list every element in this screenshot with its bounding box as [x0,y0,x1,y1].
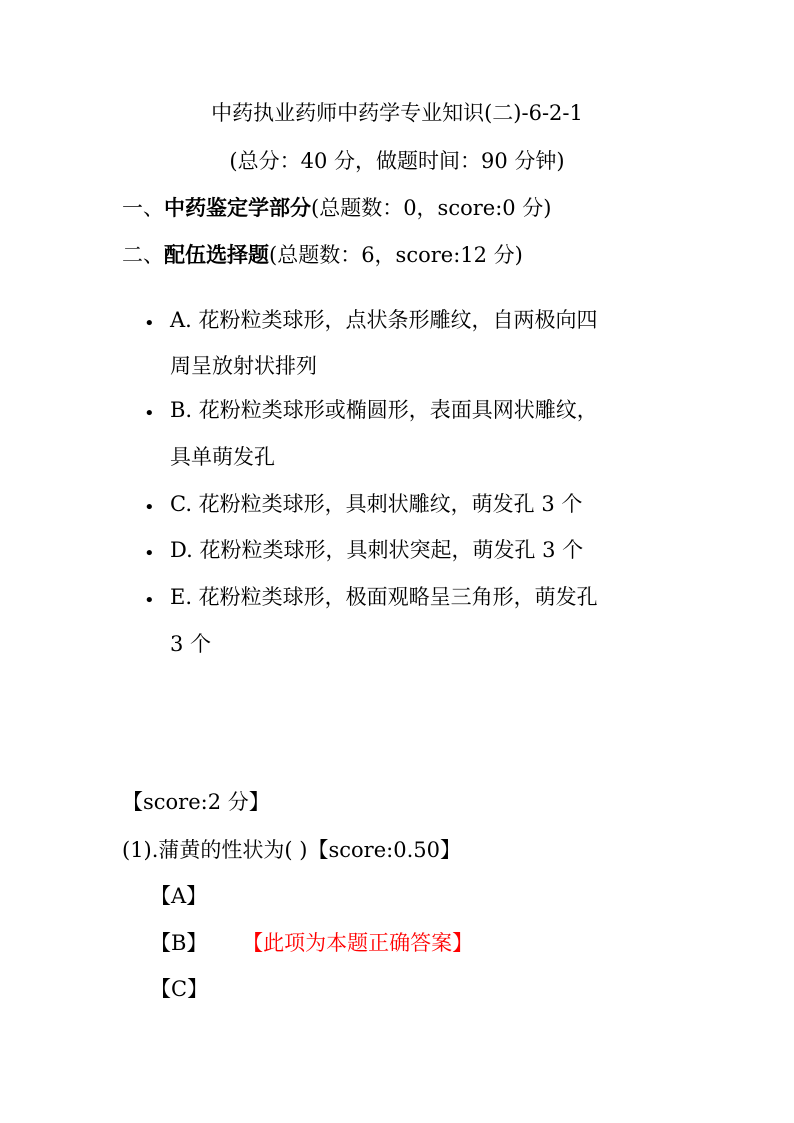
section-2-prefix: 二、 [122,243,164,267]
option-e-line1: E. 花粉粒类球形，极面观略呈三角形，萌发孔 [170,585,598,609]
section-2 [122,244,523,266]
answer-a: 【A】 [150,884,208,908]
section-1-name: 中药鉴定学部分 [164,195,311,220]
section-1 [122,197,552,219]
option-b-line1: B. 花粉粒类球形或椭圆形，表面具网状雕纹， [170,398,598,422]
option-a-line1: A. 花粉粒类球形，点状条形雕纹，自两极向四 [170,308,598,332]
section-2-meta: (总题数：6，score:12 分) [269,243,523,267]
question-text: (1).蒲黄的性状为( )【score:0.50】 [122,838,461,862]
option-d-line1: D. 花粉粒类球形，具刺状突起，萌发孔 3 个 [170,538,584,562]
answer-b-label: 【B】 [150,931,208,955]
option-b-line2: 具单萌发孔 [170,445,275,469]
section-1-prefix: 一、 [122,196,164,220]
section-2-name: 配伍选择题 [164,242,269,267]
doc-subtitle: (总分：40 分，做题时间：90 分钟) [229,149,565,173]
correct-answer-note: 【此项为本题正确答案】 [242,931,474,955]
bullet-icon: • [144,403,155,424]
option-e-line2: 3 个 [170,632,212,656]
bullet-icon: • [144,313,155,334]
bullet-icon: • [144,497,155,518]
section-1-meta: (总题数：0，score:0 分) [311,196,552,220]
option-c-line1: C. 花粉粒类球形，具刺状雕纹，萌发孔 3 个 [170,492,583,516]
doc-title: 中药执业药师中药学专业知识(二)-6-2-1 [211,101,583,125]
option-a-line2: 周呈放射状排列 [170,354,317,378]
answer-c: 【C】 [150,977,209,1001]
bullet-icon: • [144,590,155,611]
group-score: 【score:2 分】 [122,790,270,814]
bullet-icon: • [144,543,155,564]
answer-b [150,933,473,954]
